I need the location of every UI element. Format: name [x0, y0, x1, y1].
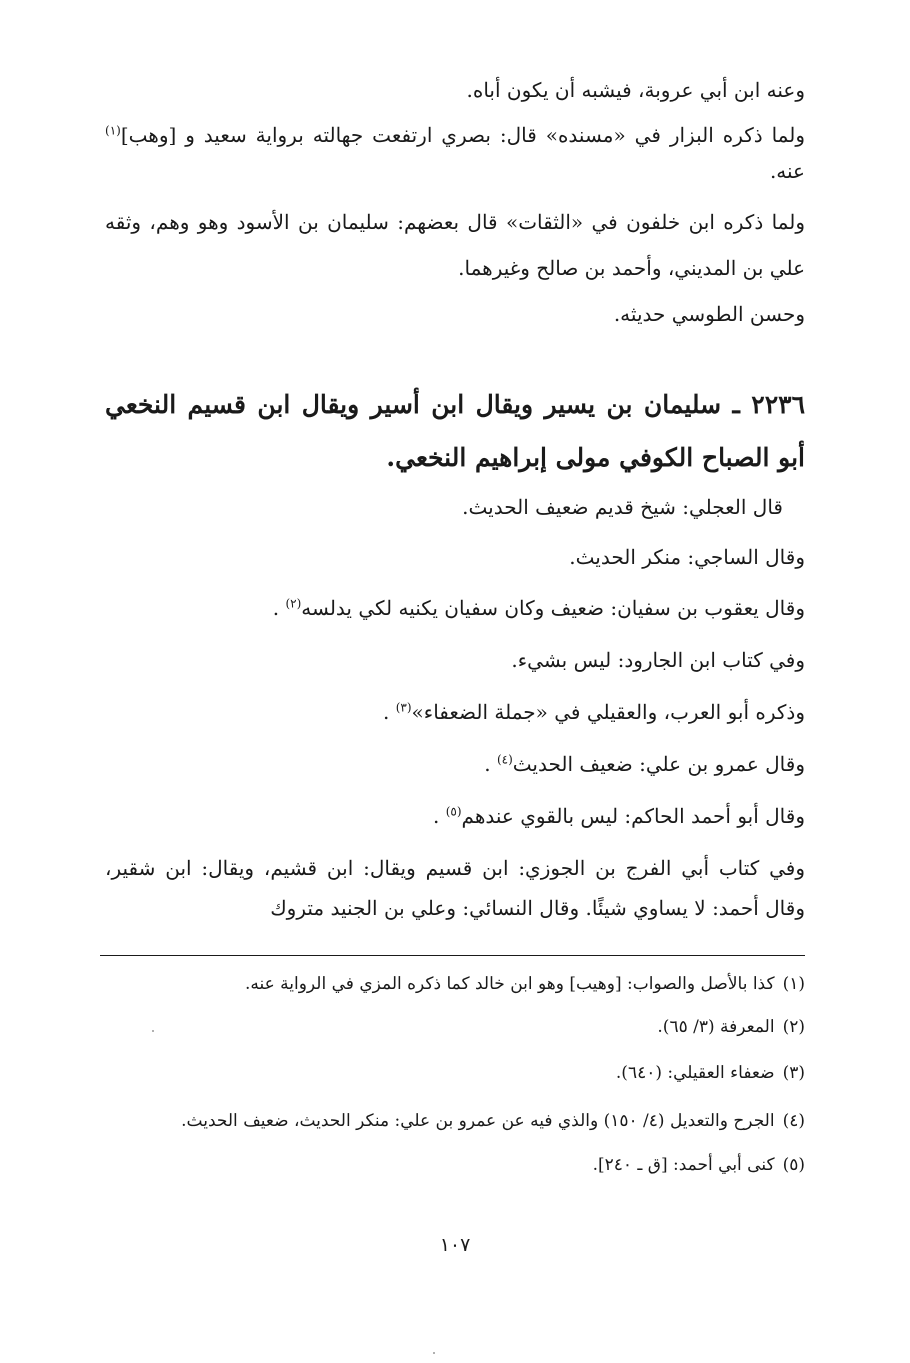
- footnote-text: ضعفاء العقيلي: (٦٤٠).: [615, 1063, 775, 1083]
- paragraph: [105, 199, 805, 291]
- entry-line-text: وذكره أبو العرب، والعقيلي في «جملة الضعفاء»: [411, 700, 805, 724]
- scan-speck: [152, 1030, 154, 1032]
- paragraph-text: ولما ذكره ابن خلفون في «الثقات» قال بعضهم: سليمان بن الأسود وهو وهم، وثقه علي بن المديني، وأحمد بن صالح وغيرهما.: [105, 210, 806, 280]
- footnote-reference: (٤): [496, 752, 513, 767]
- footnote-number: (٤): [782, 1111, 805, 1131]
- entry-heading: ٢٢٣٦ ـ سليمان بن يسير ويقال ابن أسير ويقال ابن قسيم النخعي أبو الصباح الكوفي مولى إبراهيم النخعي.: [105, 390, 805, 472]
- entry-line-text: وقال يعقوب بن سفيان: ضعيف وكان سفيان يكنيه لكي يدلسه: [301, 596, 805, 620]
- top-paragraphs: [105, 67, 805, 337]
- entry-line: [105, 482, 805, 532]
- footnote: [100, 964, 805, 1004]
- entry-line-text: وقال أبو أحمد الحاكم: ليس بالقوي عندهم: [461, 804, 805, 828]
- paragraph-text: ولما ذكره البزار في «مسنده» قال: بصري ارتفعت جهالته برواية سعيد و [وهب]: [120, 123, 805, 147]
- footnote-number: (٣): [782, 1063, 805, 1083]
- entry-line: [105, 738, 805, 790]
- entry-line-text: .: [272, 596, 286, 620]
- footnote-number: (٢): [782, 1017, 805, 1037]
- paragraph-text: وحسن الطوسي حديثه.: [613, 302, 805, 326]
- entry-line-text: قال العجلي: شيخ قديم ضعيف الحديث.: [462, 495, 783, 519]
- entry-line: [105, 582, 805, 634]
- footnote: [100, 1099, 805, 1143]
- footnote-reference: (٣): [395, 700, 412, 715]
- entry-heading-block: [105, 378, 805, 484]
- entry-body: [105, 482, 805, 842]
- footnote-separator: [100, 955, 805, 956]
- footnote-reference: (٢): [285, 596, 302, 611]
- footnote-text: كنى أبي أحمد: [ق ـ ٢٤٠].: [592, 1155, 775, 1175]
- footnote-reference: (٥): [445, 804, 462, 819]
- footnote-text: الجرح والتعديل (٤/ ١٥٠) والذي فيه عن عمرو بن علي: منكر الحديث، ضعيف الحديث.: [181, 1111, 775, 1131]
- footnote: [100, 1053, 805, 1093]
- footnote-text: كذا بالأصل والصواب: [وهيب] وهو ابن خالد كما ذكره المزي في الرواية عنه.: [244, 974, 775, 994]
- footnote: [100, 1145, 805, 1185]
- paragraph: [105, 291, 805, 337]
- scan-speck: [433, 1352, 435, 1354]
- entry-line-text: .: [484, 752, 497, 776]
- footnote: [100, 1007, 805, 1047]
- last-paragraph-block: [105, 848, 805, 928]
- entry-line-text: وقال عمرو بن علي: ضعيف الحديث: [512, 752, 805, 776]
- entry-line: [105, 790, 805, 842]
- paragraph-text: عنه.: [769, 159, 805, 183]
- entry-line-text: وفي كتاب ابن الجارود: ليس بشيء.: [511, 648, 805, 672]
- paragraph: وفي كتاب أبي الفرج بن الجوزي: ابن قسيم ويقال: ابن قشيم، ويقال: ابن شقير، وقال أحمد: لا يساوي شيئًا. وقال النسائي: وعلي بن الجنيد متروك: [105, 856, 805, 920]
- paragraph-text: وعنه ابن أبي عروبة، فيشبه أن يكون أباه.: [466, 78, 805, 102]
- footnote-reference: (١): [105, 123, 121, 138]
- footnote-text: المعرفة (٣/ ٦٥).: [657, 1017, 775, 1037]
- entry-line: [105, 532, 805, 582]
- entry-line: [105, 686, 805, 738]
- entry-line: [105, 634, 805, 686]
- entry-line-text: .: [383, 700, 396, 724]
- paragraph: [105, 67, 805, 113]
- page-number: ١٠٧: [439, 1234, 471, 1256]
- footnote-number: (٥): [782, 1155, 805, 1175]
- entry-line-text: .: [432, 804, 446, 828]
- footnote-number: (١): [782, 974, 805, 994]
- paragraph: [105, 117, 805, 189]
- footnotes: [100, 960, 805, 1185]
- entry-line-text: وقال الساجي: منكر الحديث.: [569, 545, 805, 569]
